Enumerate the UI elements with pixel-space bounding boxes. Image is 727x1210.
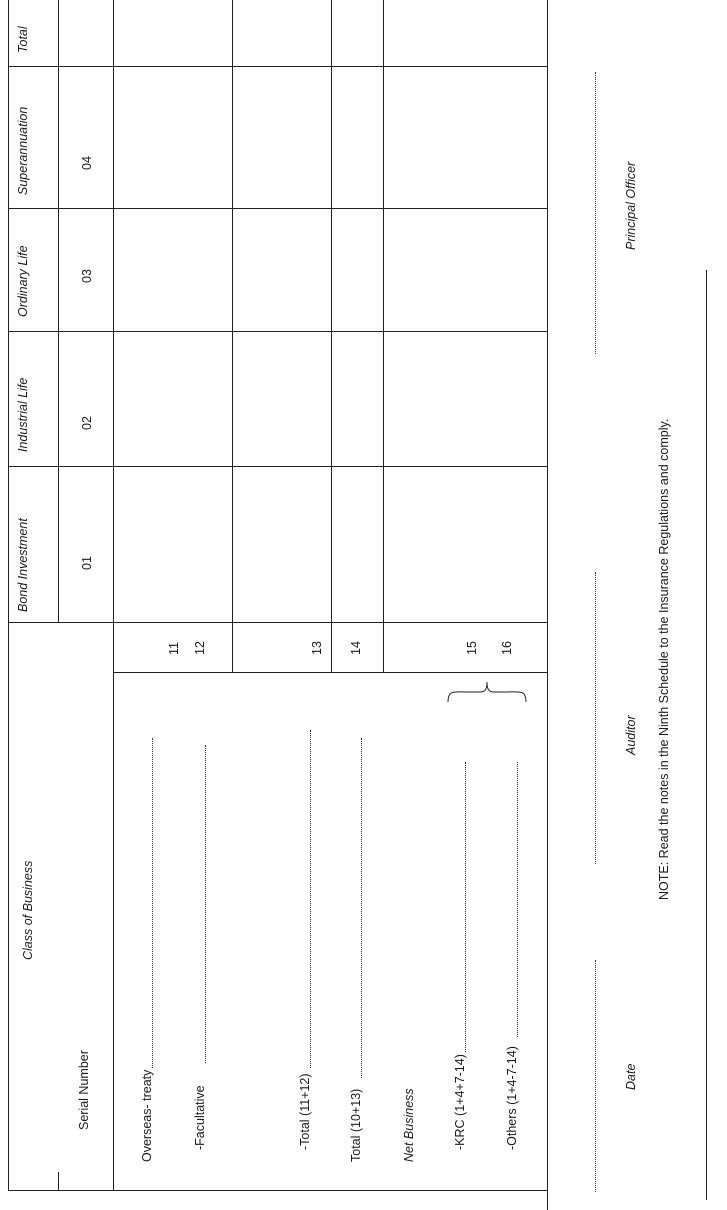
grid-line — [8, 1190, 547, 1191]
date-signature-line — [595, 960, 596, 1192]
class-of-business-header: Class of Business — [21, 860, 35, 960]
auditor-label: Auditor — [624, 715, 638, 755]
leader-dots — [361, 738, 362, 1078]
grid-line — [8, 466, 547, 467]
col-header-superannuation: Superannuation — [16, 106, 30, 195]
serial-code-04: 04 — [80, 156, 94, 170]
curly-brace-icon — [446, 680, 528, 704]
grid-line — [383, 0, 384, 672]
grid-line — [232, 0, 233, 672]
leader-dots — [205, 745, 206, 1063]
serial-code-13: 13 — [310, 641, 324, 655]
row-label-overseas-treaty: Overseas- treaty — [140, 1069, 154, 1162]
serial-code-15: 15 — [465, 641, 479, 655]
grid-line — [547, 0, 548, 1210]
serial-code-16: 16 — [500, 641, 514, 655]
leader-dots — [517, 762, 518, 1037]
grid-line — [331, 0, 332, 672]
regulations-note: NOTE: Read the notes in the Ninth Schedule to the Insurance Regulations and comply. — [657, 418, 671, 900]
leader-dots — [152, 738, 153, 1068]
row-label-net-business: Net Business — [402, 1088, 416, 1162]
grid-line — [8, 0, 9, 1190]
serial-code-11: 11 — [167, 642, 181, 655]
row-label-facultative: -Facultative — [193, 1085, 207, 1150]
serial-number-label: Serial Number — [77, 1050, 91, 1130]
row-label-total-10-13: Total (10+13) — [349, 1088, 363, 1162]
grid-line — [58, 0, 59, 623]
grid-line — [8, 331, 547, 332]
row-label-others: -Others (1+4-7-14) — [505, 1046, 519, 1150]
principal-officer-label: Principal Officer — [624, 161, 638, 250]
page-bottom-rule — [706, 270, 707, 1200]
leader-dots — [310, 730, 311, 1068]
col-header-bond-investment: Bond Investment — [16, 518, 30, 612]
col-header-total: Total — [16, 26, 30, 53]
grid-line — [58, 1172, 59, 1190]
auditor-signature-line — [595, 572, 596, 864]
serial-code-03: 03 — [80, 269, 94, 283]
principal-officer-signature-line — [595, 72, 596, 354]
grid-line — [8, 208, 547, 209]
serial-code-14: 14 — [349, 641, 363, 655]
col-header-ordinary-life: Ordinary Life — [16, 245, 30, 317]
serial-code-01: 01 — [80, 556, 94, 570]
leader-dots — [465, 762, 466, 1052]
grid-line — [8, 66, 547, 67]
col-header-industrial-life: Industrial Life — [16, 377, 30, 452]
row-label-krc: -KRC (1+4+7-14) — [453, 1054, 467, 1150]
date-label: Date — [624, 1063, 638, 1090]
row-label-total-11-12: -Total (11+12) — [298, 1073, 312, 1150]
serial-code-02: 02 — [80, 416, 94, 430]
grid-line — [113, 672, 547, 673]
grid-line — [113, 0, 114, 1190]
grid-line — [8, 622, 547, 623]
serial-code-12: 12 — [193, 641, 207, 655]
